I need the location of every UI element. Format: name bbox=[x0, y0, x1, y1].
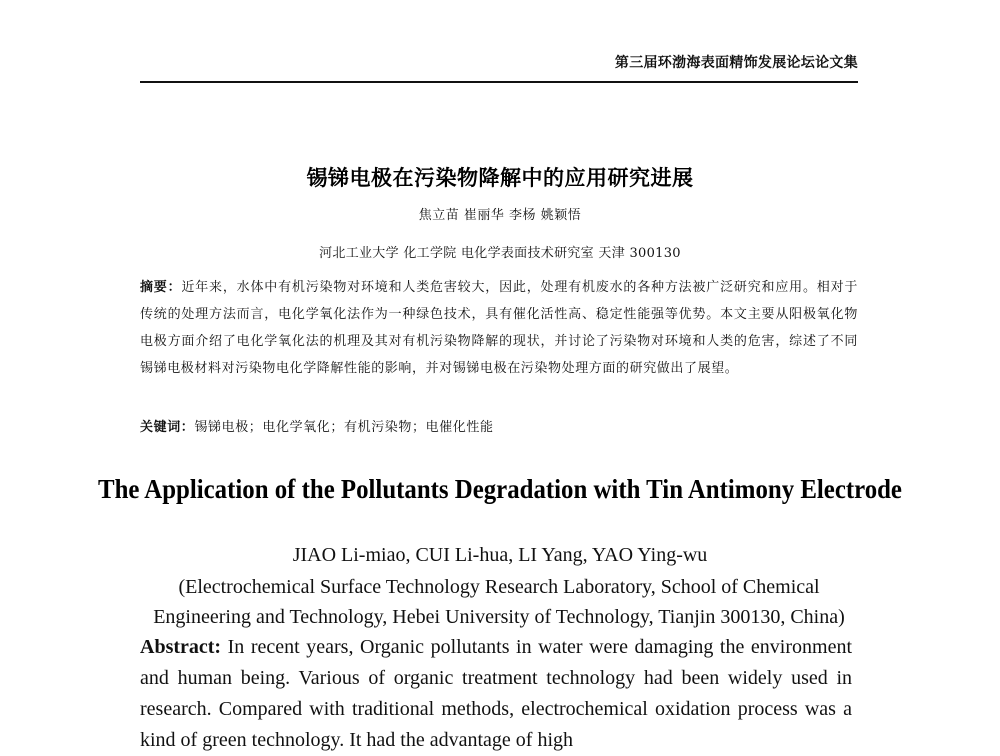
chinese-keywords-label: 关键词： bbox=[140, 420, 195, 435]
english-authors: JIAO Li-miao, CUI Li-hua, LI Yang, YAO Ying-wu bbox=[292, 544, 708, 566]
chinese-abstract bbox=[140, 274, 858, 382]
chinese-title: 锡锑电极在污染物降解中的应用研究进展 bbox=[306, 166, 694, 190]
running-header: 第三届环渤海表面精饰发展论坛论文集 bbox=[614, 55, 858, 71]
english-abstract bbox=[140, 632, 852, 756]
chinese-keywords-text: 锡锑电极；电化学氧化；有机污染物；电催化性能 bbox=[194, 420, 494, 435]
chinese-abstract-text: 近年来，水体中有机污染物对环境和人类危害较大，因此，处理有机废水的各种方法被广泛研究和应用。相对于传统的处理方法而言，电化学氧化法作为一种绿色技术，具有催化活性高、稳定性能强等优势。本文主要从阳极氧化物电极方面介绍了电化学氧化法的机理及其对有机污染物降解的现状，并讨论了污染物对环境和人类的危害，综述了不同锡锑电极材料对污染物电化学降解性能的影响，并对锡锑电极在污染物处理方面的研究做出了展望。 bbox=[140, 280, 858, 376]
header-rule bbox=[140, 81, 858, 83]
chinese-keywords bbox=[140, 414, 858, 441]
chinese-abstract-label: 摘要： bbox=[140, 280, 182, 295]
english-abstract-label: Abstract: bbox=[140, 636, 222, 658]
chinese-authors: 焦立苗 崔丽华 李杨 姚颖悟 bbox=[418, 208, 582, 223]
english-affiliation: (Electrochemical Surface Technology Research Laboratory, School of Chemical Engineering and Technology, Hebei University of Technology, Tianjin 300130, China) bbox=[153, 576, 845, 628]
english-title: The Application of the Pollutants Degradation with Tin Antimony Electrode bbox=[98, 474, 902, 504]
english-abstract-text: In recent years, Organic pollutants in water were damaging the environment and human being. Various of organic treatment technology had been widely used in research. Compared with traditional methods, electrochemical oxidation process was a kind of green technology. It had the advantage of high bbox=[140, 636, 852, 751]
chinese-affiliation: 河北工业大学 化工学院 电化学表面技术研究室 天津 300130 bbox=[319, 246, 681, 261]
